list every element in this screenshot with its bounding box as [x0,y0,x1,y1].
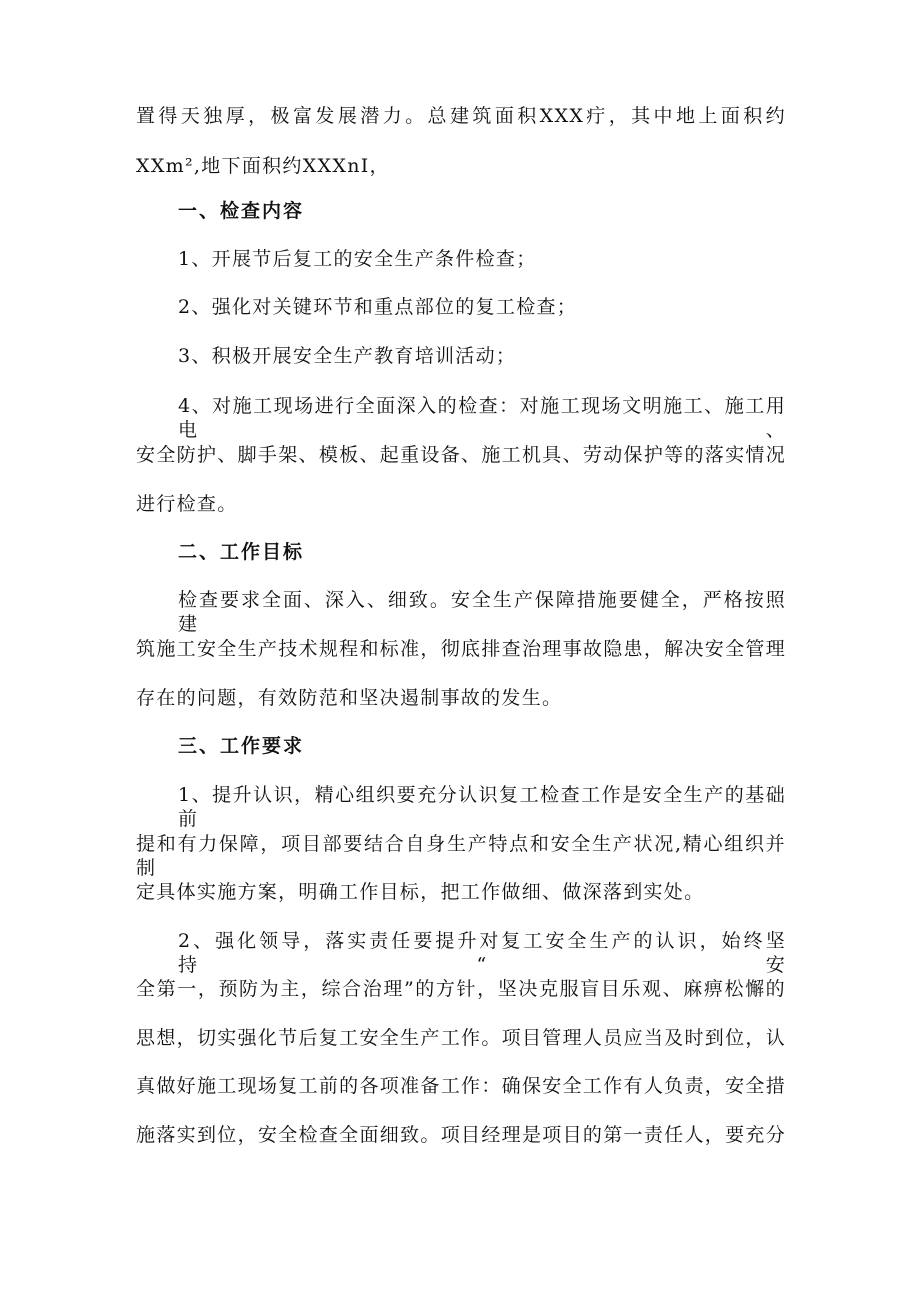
body-text-line: 存在的问题，有效防范和坚决遏制事故的发生。 [136,687,563,709]
list-item: 2、强化对关键环节和重点部位的复工检查； [178,296,578,318]
body-text-line: 筑施工安全生产技术规程和标准，彻底排查治理事故隐患，解决安全管理 [136,638,786,660]
body-text-line: 2、强化领导，落实责任要提升对复工安全生产的认识，始终坚持“安 [178,930,786,976]
body-text-line: 检查要求全面、深入、细致。安全生产保障措施要健全，严格按照建 [178,589,786,635]
list-item: 1、开展节后复工的安全生产条件检查； [178,248,537,270]
body-text-line: 思想，切实强化节后复工安全生产工作。项目管理人员应当及时到位，认 [136,1027,786,1049]
body-text-line: XXm²,地下面积约XXXnI， [136,155,390,177]
body-text-line: 置得天独厚，极富发展潜力。总建筑面积XXX疔，其中地上面积约 [136,105,786,127]
list-item: 3、积极开展安全生产教育培训活动； [178,345,517,367]
list-item: 4、对施工现场进行全面深入的检查：对施工现场文明施工、施工用电、 [178,395,786,441]
body-text-line: 全第一，预防为主，综合治理”的方针，坚决克服盲目乐观、麻痹松懈的 [136,978,786,1000]
section-heading: 二、工作目标 [178,541,305,563]
body-text-line: 1、提升认识，精心组织要充分认识复工检查工作是安全生产的基础前 [178,784,786,830]
body-text-line: 安全防护、脚手架、模板、起重设备、施工机具、劳动保护等的落实情况 [136,444,786,466]
section-heading: 三、工作要求 [178,735,305,757]
section-heading: 一、检查内容 [178,200,305,222]
body-text-line: 真做好施工现场复工前的各项准备工作：确保安全工作有人负责，安全措 [136,1075,786,1097]
body-text-line: 提和有力保障，项目部要结合自身生产特点和安全生产状况,精心组织并制 [136,833,786,879]
body-text-line: 进行检查。 [136,493,238,515]
body-text-line: 施落实到位，安全检查全面细致。项目经理是项目的第一责任人，要充分 [136,1124,786,1146]
body-text-line: 定具体实施方案，明确工作目标，把工作做细、做深落到实处。 [136,881,705,903]
